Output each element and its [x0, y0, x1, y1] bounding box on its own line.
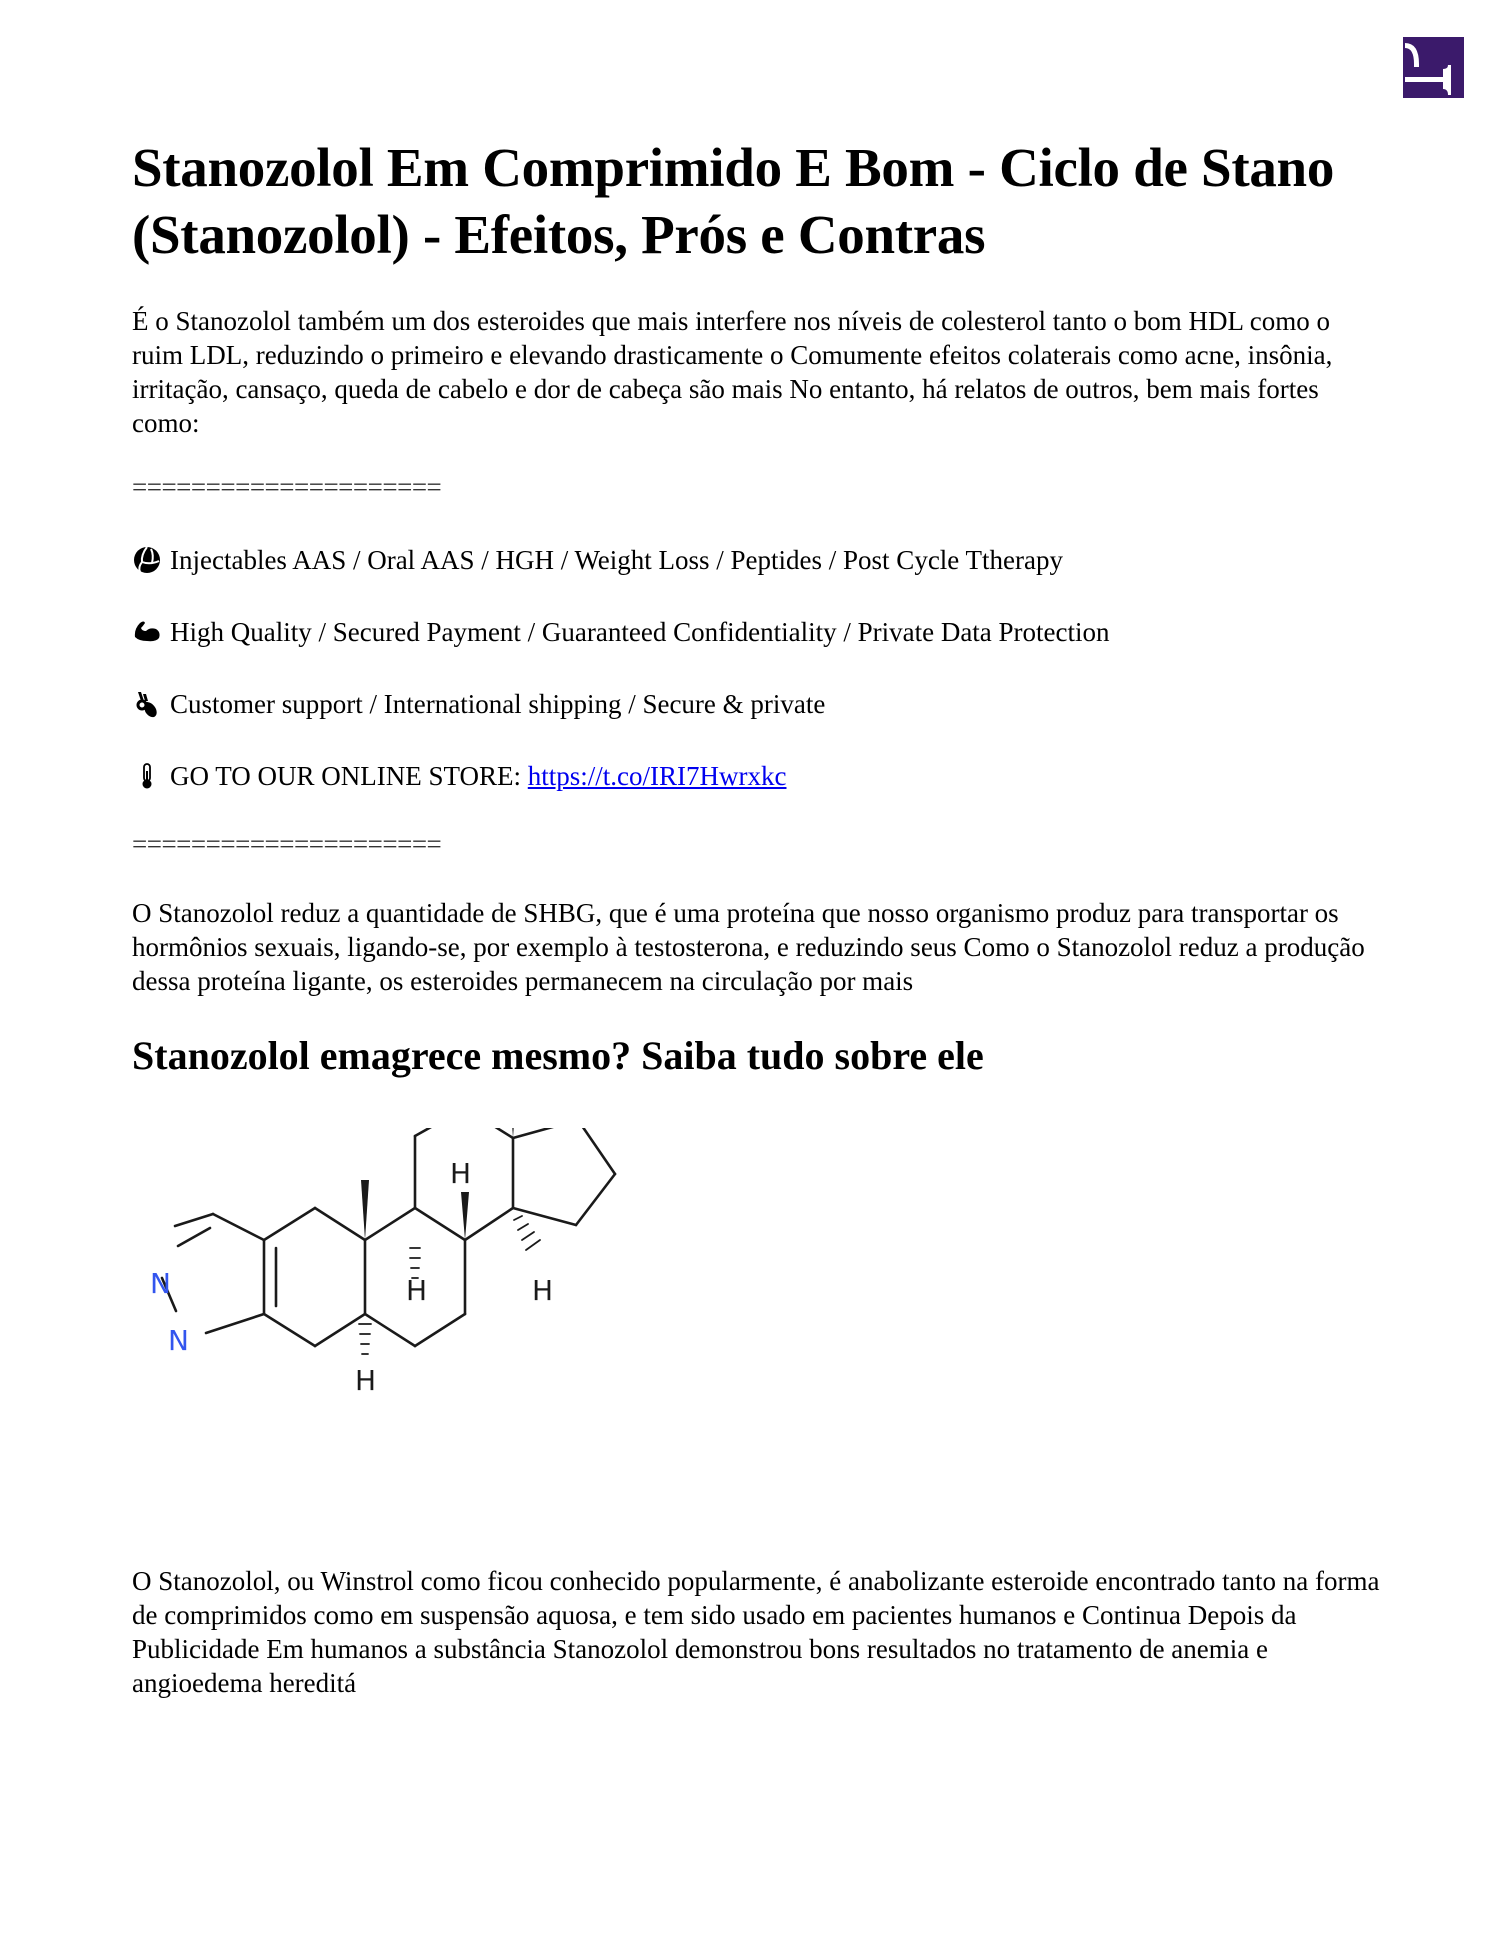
section-heading: Stanozolol emagrece mesmo? Saiba tudo sobre ele — [132, 1033, 984, 1078]
feature-text: High Quality / Secured Payment / Guaranteed Confidentiality / Private Data Protection — [170, 617, 1110, 647]
page-title: Stanozolol Em Comprimido E Bom - Ciclo de Stano (Stanozolol) - Efeitos, Prós e Contras — [132, 137, 1335, 265]
nitrogen-label: N — [150, 1267, 171, 1300]
feature-quality — [132, 615, 1110, 649]
hydrogen-label: H — [450, 1157, 472, 1190]
feature-store — [132, 759, 786, 793]
thermometer-icon — [132, 761, 162, 791]
separator-top: ===================== — [132, 472, 442, 502]
publisher-logo-icon[interactable] — [1403, 37, 1464, 98]
stanozolol-structure-image — [140, 1128, 740, 1518]
hydrogen-label: H — [532, 1274, 554, 1307]
intro-paragraph: É o Stanozolol também um dos esteroides que mais interfere nos níveis de colesterol tanto o bom HDL como o ruim LDL, reduzindo o primeiro e elevando drasticamente o Comumente efeitos colaterais como acne, insônia, irritação, cansaço, queda de cabelo e dor de cabeça são mais No entanto, há relatos de outros, bem mais fortes como: — [132, 306, 1333, 438]
feature-text: Injectables AAS / Oral AAS / HGH / Weight Loss / Peptides / Post Cycle Ttherapy — [170, 545, 1064, 575]
hydrogen-label: H — [355, 1364, 377, 1397]
feature-products — [132, 543, 1063, 577]
separator-bottom: ===================== — [132, 829, 442, 859]
feature-text: GO TO OUR ONLINE STORE: — [170, 761, 528, 791]
bond — [175, 1214, 213, 1226]
winstrol-paragraph: O Stanozolol, ou Winstrol como ficou conhecido popularmente, é anabolizante esteroide encontrado tanto na forma de comprimidos como em suspensão aquosa, e tem sido usado em pacientes humanos e Continua Depois da Publicidade Em humanos a substância Stanozolol demonstrou bons resultados no tratamento de anemia e angioedema hereditá — [132, 1566, 1380, 1698]
volleyball-icon — [132, 545, 162, 575]
feature-text: Customer support / International shipping / Secure & private — [170, 689, 826, 719]
nitrogen-label: N — [168, 1324, 189, 1357]
store-link[interactable]: https://t.co/IRI7Hwrxkc — [527, 761, 787, 791]
feature-support — [132, 687, 825, 721]
flexed-biceps-icon — [132, 617, 162, 647]
ok-hand-icon — [132, 689, 162, 719]
shbg-paragraph: O Stanozolol reduz a quantidade de SHBG, que é uma proteína que nosso organismo produz para transportar os hormônios sexuais, ligando-se, por exemplo à testosterona, e reduzindo seus Como o Stanozolol reduz a produção dessa proteína ligante, os esteroides permanecem na circulação por mais — [132, 898, 1365, 996]
hydrogen-label: H — [406, 1274, 428, 1307]
